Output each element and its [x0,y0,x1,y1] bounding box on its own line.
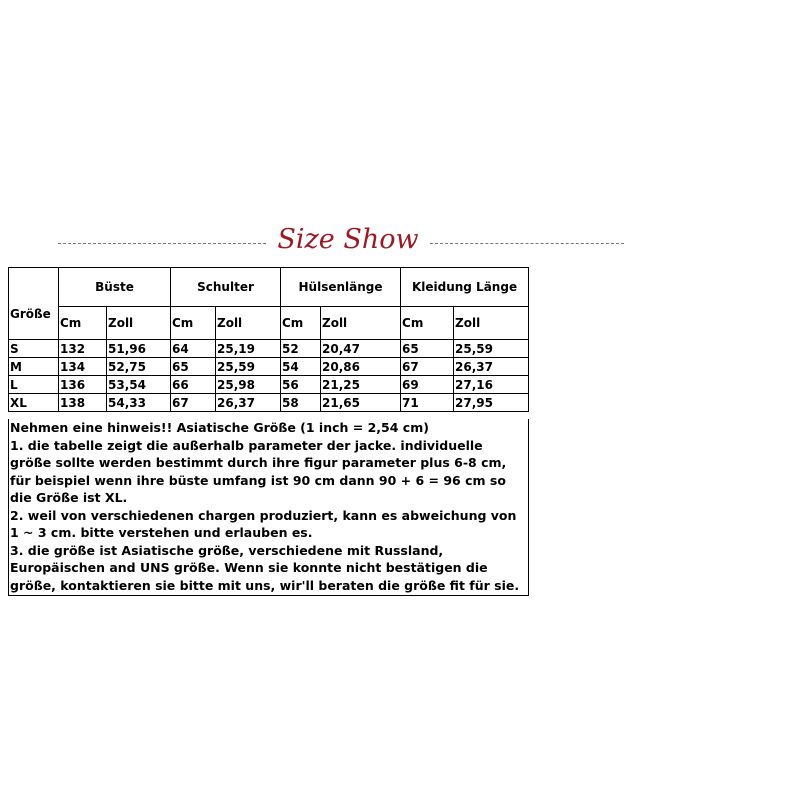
unit-header-zoll: Zoll [454,307,529,340]
table-cell: 20,47 [321,340,401,358]
table-cell: 25,59 [454,340,529,358]
size-label: S [9,340,59,358]
unit-header-cm: Cm [401,307,454,340]
size-show-heading [58,222,628,262]
group-header-shoulder: Schulter [171,268,281,307]
table-cell: 136 [59,376,107,394]
table-cell: 65 [401,340,454,358]
table-cell: 69 [401,376,454,394]
table-cell: 65 [171,358,216,376]
unit-header-cm: Cm [281,307,321,340]
heading-divider-left [58,243,266,244]
unit-header-zoll: Zoll [216,307,281,340]
table-cell: 138 [59,394,107,412]
table-cell: 71 [401,394,454,412]
table-cell: 25,98 [216,376,281,394]
table-cell: 26,37 [216,394,281,412]
table-cell: 53,54 [107,376,171,394]
table-row [9,340,529,358]
table-cell: 27,95 [454,394,529,412]
unit-header-zoll: Zoll [107,307,171,340]
table-cell: 66 [171,376,216,394]
table-header-row [9,268,529,307]
heading-title: Size Show [277,224,419,255]
table-cell: 27,16 [454,376,529,394]
table-cell: 58 [281,394,321,412]
table-cell: 21,65 [321,394,401,412]
size-notes [8,419,529,596]
table-cell: 67 [401,358,454,376]
table-cell: 25,19 [216,340,281,358]
unit-header-cm: Cm [171,307,216,340]
table-cell: 54,33 [107,394,171,412]
group-header-sleeve-length: Hülsenlänge [281,268,401,307]
table-row [9,376,529,394]
table-cell: 54 [281,358,321,376]
table-cell: 52 [281,340,321,358]
size-label: M [9,358,59,376]
table-cell: 52,75 [107,358,171,376]
table-cell: 25,59 [216,358,281,376]
group-header-garment-length: Kleidung Länge [401,268,529,307]
table-cell: 20,86 [321,358,401,376]
size-column-header: Größe [9,268,59,340]
group-header-bust: Büste [59,268,171,307]
table-cell: 132 [59,340,107,358]
table-cell: 67 [171,394,216,412]
heading-divider-right [430,243,624,244]
size-label: XL [9,394,59,412]
note-item: 1. die tabelle zeigt die außerhalb parameter der jacke. individuelle größe sollte werden bestimmt durch ihre figur parameter plus 6-8 cm, für beispiel wenn ihre büste umfang ist 90 cm dann 90 + 6 = 96 cm so die Größe ist XL. [10,437,507,505]
table-row [9,394,529,412]
table-cell: 51,96 [107,340,171,358]
note-heading: Nehmen eine hinweis!! Asiatische Größe (1 inch = 2,54 cm) [10,420,429,435]
table-cell: 26,37 [454,358,529,376]
table-cell: 64 [171,340,216,358]
unit-header-zoll: Zoll [321,307,401,340]
note-item: 3. die größe ist Asiatische größe, verschiedene mit Russland, Europäischen and UNS größe. Wenn sie konnte nicht bestätigen die größe, kontaktieren sie bitte mit uns, wir'll beraten die größe fit für sie. [10,542,520,593]
unit-header-cm: Cm [59,307,107,340]
size-table [8,267,529,412]
table-cell: 56 [281,376,321,394]
table-unit-row [9,307,529,340]
note-item: 2. weil von verschiedenen chargen produziert, kann es abweichung von 1 ~ 3 cm. bitte verstehen und erlauben es. [10,507,517,540]
table-row [9,358,529,376]
size-label: L [9,376,59,394]
table-cell: 21,25 [321,376,401,394]
table-cell: 134 [59,358,107,376]
